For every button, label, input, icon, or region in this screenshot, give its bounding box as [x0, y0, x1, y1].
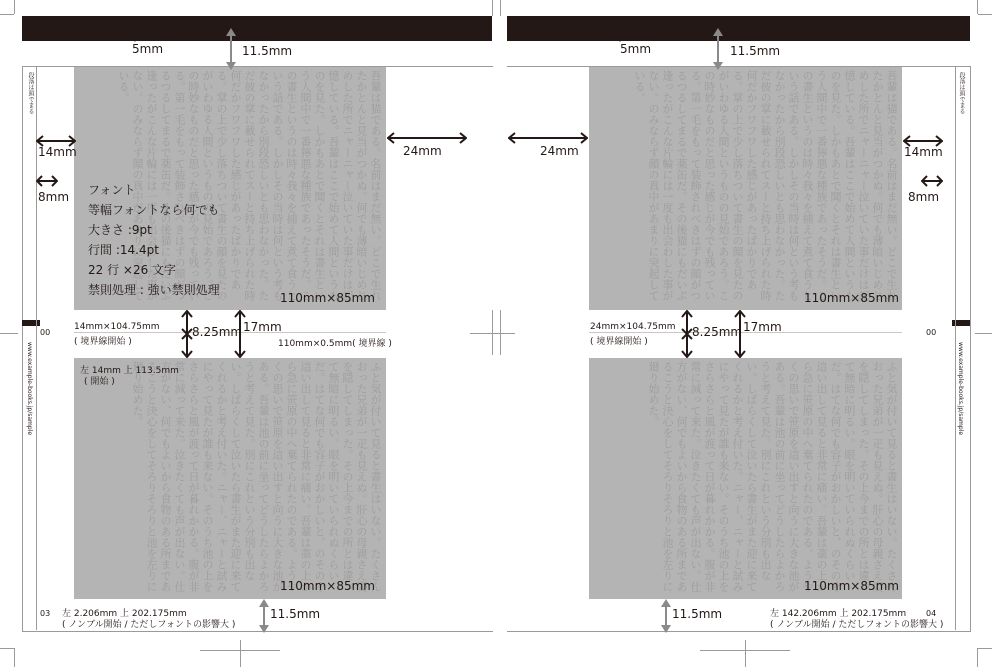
left-gap-arrow — [233, 310, 247, 358]
right-inner-margin-arrow — [508, 131, 588, 145]
left-boundary-note: ( 境界線開始 ) — [74, 337, 132, 347]
left-bottom-box-size: 110mm×85mm — [280, 579, 375, 593]
left-top-margin-arrow — [128, 16, 142, 42]
left-gap-label: 17mm — [243, 320, 282, 334]
right-nombre-note: ( ノンブル開始 / ただしフォントの影響大 ) — [770, 620, 944, 630]
left-outer-margin-label: 14mm — [38, 145, 77, 159]
left-top-body-text: 吾輩は猫である。名前はまだ無い。どこで生れたかとんと見当がつかぬ。何でも薄暗いじめじめした所でニャーニャー泣いていた事だけは記憶している。吾輩はここで始めて人間というものを見た。しかもあとで聞くとそれは書生という人間中で一番獰悪な種族であったそうだ。この書生というのは時々我々を捕えて煮て食うという話である。しかしその当時は何という考もなかったから別段恐しいとも思わなかった。ただ彼の掌に載せられてスーと持ち上げられた時何だかフワフワした感じがあったばかりである。掌の上で少し落ちついて書生の顔を見たのがいわゆる人間というものの見始であろう。この時妙なものだと思った感じが今でも残っている。第一毛をもって装飾されべきはずの顔がつるつるしてまるで薬缶だ。その後猫にもだいぶ逢ったがこんな片輪には一度も出会わした事がない。のみならず顔の真中があまりに突起している。 — [117, 70, 382, 301]
right-boundary-start: 24mm×104.75mm — [590, 322, 676, 332]
spec-line: 等幅フォントなら何でも — [88, 203, 220, 217]
right-top-gap-label: 11.5mm — [730, 44, 781, 58]
left-top-margin-label: 5mm — [132, 42, 164, 56]
left-gap-small-label: 8.25mm — [192, 325, 243, 339]
right-side-line — [955, 66, 956, 630]
left-top-gap-label: 11.5mm — [242, 44, 293, 58]
spec-line: フォント — [88, 183, 136, 197]
right-header-bar — [507, 16, 970, 41]
right-bottom-box-size: 110mm×85mm — [804, 579, 899, 593]
left-bottom-body-text: ふと気が付いて見ると書生はいない。たくさんおった兄弟が一疋も見えぬ。肝心の母親さえ姿を隠してしまった。その上今までの所とは違って無暗に明るい。眼を明いていられぬくらいだ。はてな何でも容子がおかしいと、のそのそ這い出して見ると非常に痛い。吾輩は藁の上から急に笹原の中へ棄てられたのである。ようやくの思いで笹原を這い出すと向うに大きな池がある。吾輩は池の前に坐ってどうしたらよかろうと考えて見た。別にこれという分別も出ない。しばらくして泣いたら書生がまた迎に来てくれるかと考え付いた。ニャー、ニャーと試みにやって見たが誰も来ない。そのうち池の上をさらさらと風が渡って日が暮れかかる。腹が非常に減って来た。泣きたくても声が出ない。仕方がない、何でもよいから食物のある所まであるこうと決心をしてそろりそろりと池を左りに廻り始めた。 — [131, 361, 382, 592]
right-outer-small-label: 8mm — [908, 190, 940, 204]
left-boundary-start: 14mm×104.75mm — [74, 322, 160, 332]
spec-line: 禁則処理 : 強い禁則処理 — [88, 283, 220, 297]
left-nombre-pos: 左 2.206mm 上 202.175mm — [62, 609, 187, 619]
right-bottom-gap-label: 11.5mm — [672, 607, 723, 621]
left-bottom-gap-label: 11.5mm — [270, 607, 321, 621]
left-outer-small-arrow — [36, 174, 58, 188]
left-top-gap-arrow — [223, 28, 239, 70]
right-folio-tab: 00 — [926, 328, 937, 337]
right-top-box-size: 110mm×85mm — [804, 291, 899, 305]
right-side-url: www.example-books.jp/sample — [957, 342, 964, 436]
left-side-line — [36, 66, 37, 630]
spec-panel — [88, 180, 220, 300]
right-outer-margin-label: 14mm — [904, 145, 943, 159]
spec-line: 22 行 ×26 文字 — [88, 263, 177, 277]
spec-line: 行間 :14.4pt — [88, 243, 159, 257]
right-page-number: 04 — [926, 609, 937, 618]
left-side-tab — [22, 320, 40, 326]
right-top-body-text: 吾輩は猫である。名前はまだ無い。どこで生れたかとんと見当がつかぬ。何でも薄暗いじめじめした所でニャーニャー泣いていた事だけは記憶している。吾輩はここで始めて人間というものを見た。しかもあとで聞くとそれは書生という人間中で一番獰悪な種族であったそうだ。この書生というのは時々我々を捕えて煮て食うという話である。しかしその当時は何という考もなかったから別段恐しいとも思わなかった。ただ彼の掌に載せられてスーと持ち上げられた時何だかフワフワした感じがあったばかりである。掌の上で少し落ちついて書生の顔を見たのがいわゆる人間というものの見始であろう。この時妙なものだと思った感じが今でも残っている。第一毛をもって装飾されべきはずの顔がつるつるしてまるで薬缶だ。その後猫にもだいぶ逢ったがこんな片輪には一度も出会わした事がない。のみならず顔の真中があまりに突起している。 — [633, 70, 898, 301]
left-header-bar — [22, 16, 492, 41]
right-top-gap-arrow — [710, 28, 726, 70]
left-nombre-note: ( ノンブル開始 / ただしフォントの影響大 ) — [62, 620, 236, 630]
right-gap-small-label: 8.25mm — [692, 325, 743, 339]
right-gap-arrow — [733, 310, 747, 358]
right-top-margin-arrow — [613, 16, 627, 42]
left-running-head: 段落は頭でまる — [27, 72, 34, 114]
left-top-box-size: 110mm×85mm — [280, 291, 375, 305]
left-inner-margin-arrow — [387, 131, 467, 145]
left-inner-margin-label: 24mm — [403, 144, 442, 158]
right-boundary-note: ( 境界線開始 ) — [590, 337, 648, 347]
right-bottom-body-text: ふと気が付いて見ると書生はいない。たくさんおった兄弟が一疋も見えぬ。肝心の母親さえ姿を隠してしまった。その上今までの所とは違って無暗に明るい。眼を明いていられぬくらいだ。はてな何でも容子がおかしいと、のそのそ這い出して見ると非常に痛い。吾輩は藁の上から急に笹原の中へ棄てられたのである。ようやくの思いで笹原を這い出すと向うに大きな池がある。吾輩は池の前に坐ってどうしたらよかろうと考えて見た。別にこれという分別も出ない。しばらくして泣いたら書生がまた迎に来てくれるかと考え付いた。ニャー、ニャーと試みにやって見たが誰も来ない。そのうち池の上をさらさらと風が渡って日が暮れかかる。腹が非常に減って来た。泣きたくても声が出ない。仕方がない、何でもよいから食物のある所まであるこうと決心をしてそろりそろりと池を左りに廻り始めた。 — [647, 361, 898, 592]
left-page-number: 03 — [40, 609, 51, 618]
left-outer-small-label: 8mm — [38, 190, 70, 204]
spec-line: 大きさ :9pt — [88, 223, 152, 237]
left-side-url: www.example-books.jp/sample — [26, 342, 33, 436]
right-running-head: 段落は頭でまる — [958, 72, 965, 114]
left-second-block-note: ( 開始 ) — [84, 377, 115, 387]
right-inner-margin-label: 24mm — [540, 144, 579, 158]
right-outer-small-arrow — [921, 174, 943, 188]
right-nombre-pos: 左 142.206mm 上 202.175mm — [770, 609, 907, 619]
left-boundary-size: 110mm×0.5mm( 境界線 ) — [278, 339, 392, 349]
right-top-margin-label: 5mm — [620, 42, 652, 56]
right-gap-label: 17mm — [743, 320, 782, 334]
left-second-block-pos: 左 14mm 上 113.5mm — [80, 366, 179, 376]
left-folio-tab: 00 — [40, 328, 51, 337]
